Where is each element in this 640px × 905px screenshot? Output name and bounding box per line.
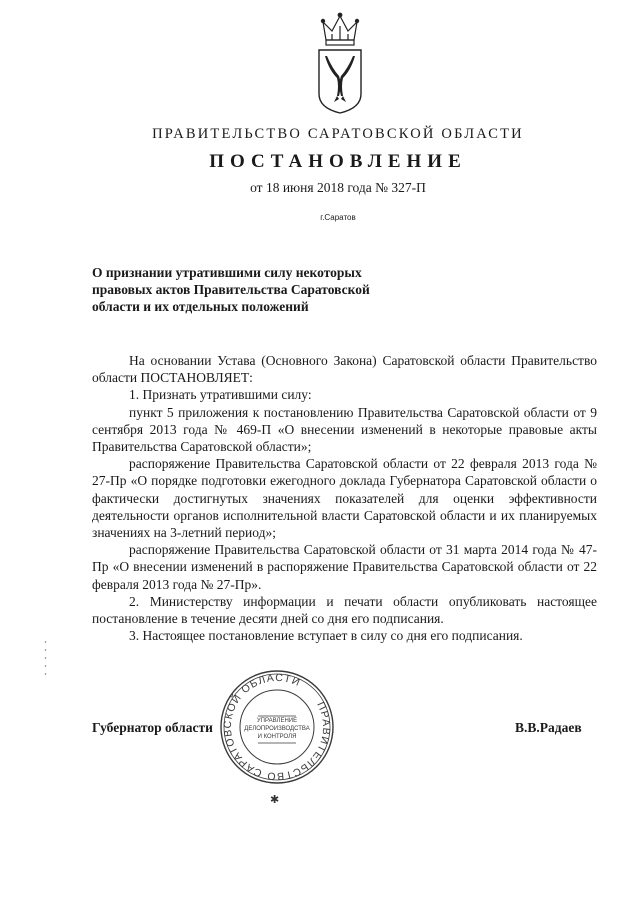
- body-paragraph: 2. Министерству информации и печати области опубликовать настоящее постановление в течение десяти дней со дня его подписания.: [92, 593, 597, 627]
- body-paragraph: На основании Устава (Основного Закона) Саратовской области Правительство области ПОСТАНОВЛЯЕТ:: [92, 353, 597, 386]
- body-paragraph: 1. Признать утратившими силу:: [129, 387, 312, 403]
- title-line: области и их отдельных положений: [92, 299, 309, 314]
- title-line: правовых актов Правительства Саратовской: [92, 282, 370, 297]
- document-type: ПОСТАНОВЛЕНИЕ: [209, 151, 467, 172]
- government-name: ПРАВИТЕЛЬСТВО САРАТОВСКОЙ ОБЛАСТИ: [152, 126, 524, 142]
- official-stamp: [218, 668, 336, 786]
- body-paragraph: 3. Настоящее постановление вступает в силу со дня его подписания.: [129, 628, 523, 644]
- asterisk-mark-icon: ✱: [270, 794, 280, 806]
- body-paragraph: распоряжение Правительства Саратовской области от 31 марта 2014 года № 47-Пр «О внесении изменений в распоряжение Правительства Саратовской области от 22 февраля 2013 года № 27-Пр».: [92, 542, 597, 592]
- body-paragraph: распоряжение Правительства Саратовской области от 22 февраля 2013 года № 27-Пр «О порядке подготовки ежегодного доклада Губернатора Саратовской области о фактически достигнутых значениях показателей для оценки эффективности деятельности органов исполнительной власти Саратовской области и их планируемых значениях на 3-летний период»;: [92, 456, 597, 541]
- document-body: [92, 352, 597, 644]
- stamp-center-line: УПРАВЛЕНИЕ: [256, 718, 298, 724]
- document-title: [92, 264, 422, 315]
- document-city: г.Саратов: [320, 213, 356, 222]
- stamp-center-line: И КОНТРОЛЯ: [257, 734, 297, 740]
- coat-of-arms-icon: [315, 12, 365, 114]
- document-date-number: от 18 июня 2018 года № 327-П: [250, 180, 426, 195]
- signatory-position: Губернатор области: [92, 720, 213, 735]
- stamp-center-line: ДЕЛОПРОИЗВОДСТВА: [244, 726, 310, 732]
- title-line: О признании утратившими силу некоторых: [92, 265, 362, 280]
- signatory-name: В.В.Радаев: [515, 720, 582, 735]
- stamp-ring-text: ПРАВИТЕЛЬСТВО САРАТОВСКОЙ ОБЛАСТИ: [221, 671, 333, 783]
- scan-margin-marks: [44, 640, 47, 676]
- body-paragraph: пункт 5 приложения к постановлению Правительства Саратовской области от 9 сентября 2013 года № 469-П «О внесении изменений в некоторые правовые акты Правительства Саратовской области»;: [92, 404, 597, 455]
